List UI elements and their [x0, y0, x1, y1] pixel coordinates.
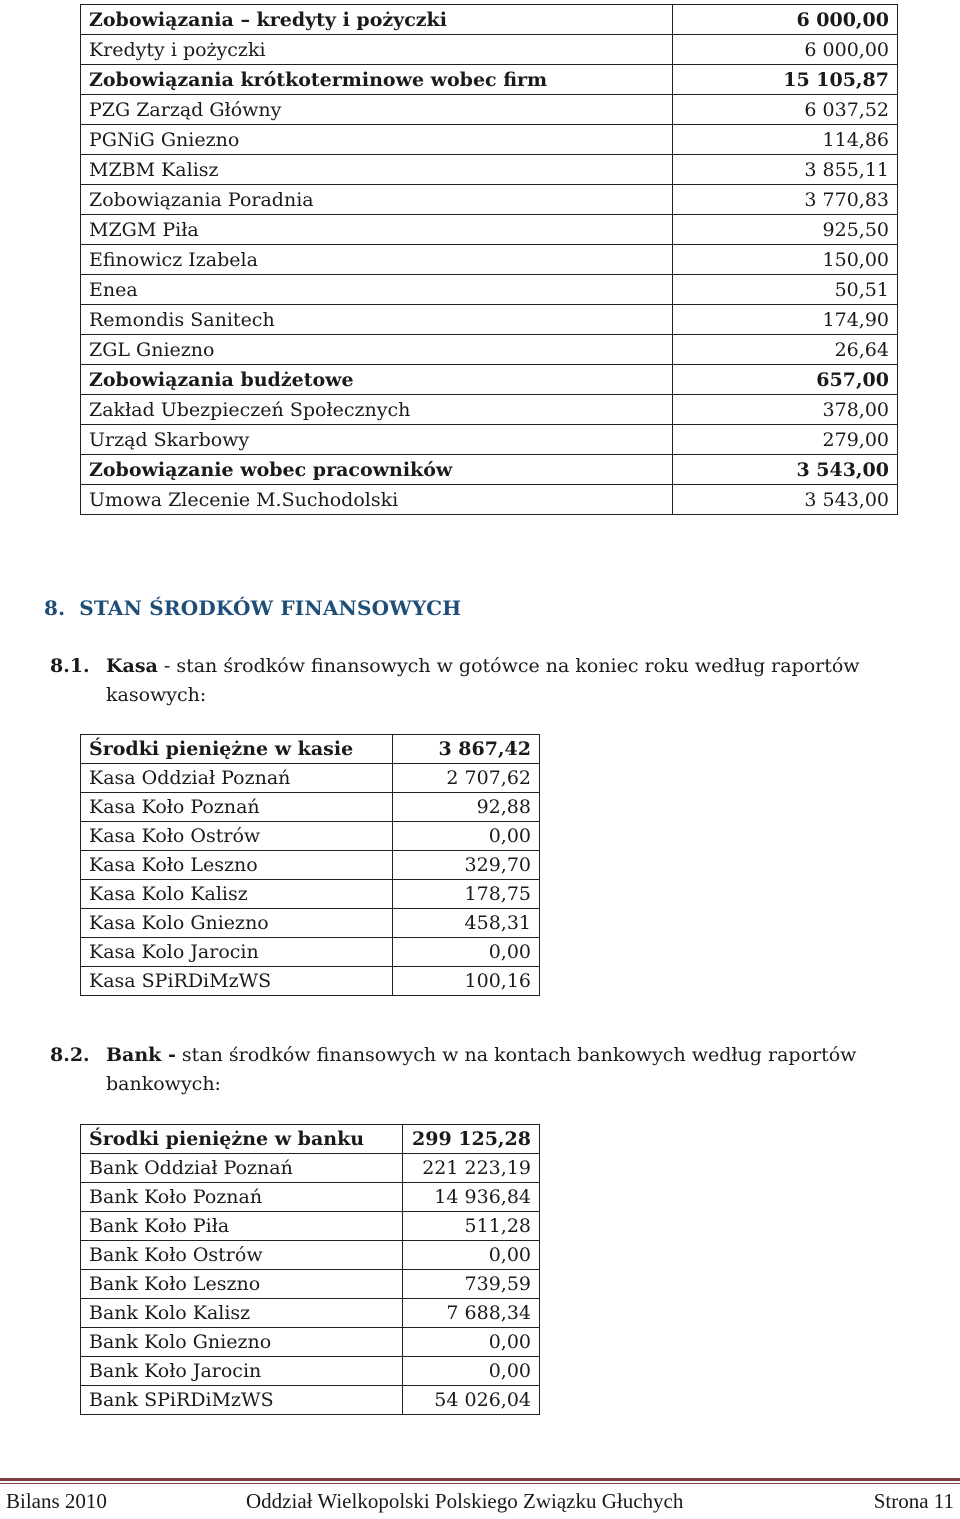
bank-row-label: Bank Koło Piła	[81, 1212, 403, 1241]
bank-row-label: Środki pieniężne w banku	[81, 1125, 403, 1154]
bank-row-value: 0,00	[403, 1357, 540, 1386]
kasa-subsection-heading	[50, 652, 910, 710]
bank-row-label: Bank Koło Leszno	[81, 1270, 403, 1299]
section-heading	[44, 596, 461, 620]
liability-row-value: 26,64	[673, 335, 898, 365]
liability-row-label: Zobowiązania budżetowe	[81, 365, 673, 395]
bank-row	[81, 1357, 540, 1386]
kasa-row-value: 92,88	[393, 793, 540, 822]
section-number: 8.	[44, 596, 66, 620]
bank-row	[81, 1328, 540, 1357]
bank-row-label: Bank Koło Jarocin	[81, 1357, 403, 1386]
liability-row-label: ZGL Gniezno	[81, 335, 673, 365]
kasa-row	[81, 793, 540, 822]
kasa-row-value: 100,16	[393, 967, 540, 996]
bank-keyword: Bank -	[106, 1044, 176, 1066]
liability-row	[81, 35, 898, 65]
footer-divider	[0, 1478, 960, 1481]
bank-row-label: Bank Kolo Kalisz	[81, 1299, 403, 1328]
kasa-keyword: Kasa	[106, 655, 158, 677]
bank-row-label: Bank Koło Poznań	[81, 1183, 403, 1212]
liability-row-label: PGNiG Gniezno	[81, 125, 673, 155]
bank-subsection-heading	[50, 1041, 910, 1099]
bank-row-label: Bank Koło Ostrów	[81, 1241, 403, 1270]
kasa-description: - stan środków finansowych w gotówce na koniec roku według raportów	[157, 655, 860, 677]
bank-row-value: 0,00	[403, 1241, 540, 1270]
liability-row	[81, 155, 898, 185]
liability-row-value: 3 770,83	[673, 185, 898, 215]
bank-row	[81, 1241, 540, 1270]
kasa-row	[81, 938, 540, 967]
kasa-row-value: 178,75	[393, 880, 540, 909]
kasa-row	[81, 764, 540, 793]
liability-row-label: MZBM Kalisz	[81, 155, 673, 185]
bank-row-label: Bank SPiRDiMzWS	[81, 1386, 403, 1415]
liability-row-value: 15 105,87	[673, 65, 898, 95]
liability-row	[81, 185, 898, 215]
kasa-row-value: 2 707,62	[393, 764, 540, 793]
section-title: STAN ŚRODKÓW FINANSOWYCH	[79, 596, 462, 620]
bank-row-value: 511,28	[403, 1212, 540, 1241]
bank-row-value: 739,59	[403, 1270, 540, 1299]
liability-row-value: 114,86	[673, 125, 898, 155]
liability-row-label: Zobowiązanie wobec pracowników	[81, 455, 673, 485]
bank-row	[81, 1125, 540, 1154]
kasa-row-label: Kasa Koło Poznań	[81, 793, 393, 822]
footer-center: Oddział Wielkopolski Polskiego Związku Głuchych	[246, 1489, 684, 1513]
liability-row-label: Zobowiązania – kredyty i pożyczki	[81, 5, 673, 35]
liability-row	[81, 305, 898, 335]
kasa-row-value: 3 867,42	[393, 735, 540, 764]
bank-number: 8.2.	[50, 1044, 90, 1066]
liability-row-value: 150,00	[673, 245, 898, 275]
kasa-number: 8.1.	[50, 655, 90, 677]
liability-row-label: Umowa Zlecenie M.Suchodolski	[81, 485, 673, 515]
bank-description: stan środków finansowych w na kontach bankowych według raportów	[175, 1044, 857, 1066]
kasa-row	[81, 851, 540, 880]
liability-row	[81, 365, 898, 395]
liability-row-label: Zakład Ubezpieczeń Społecznych	[81, 395, 673, 425]
kasa-row	[81, 967, 540, 996]
bank-row-label: Bank Kolo Gniezno	[81, 1328, 403, 1357]
liability-row	[81, 425, 898, 455]
bank-description-cont: bankowych:	[106, 1073, 221, 1095]
kasa-row-label: Kasa Kolo Kalisz	[81, 880, 393, 909]
kasa-row-value: 329,70	[393, 851, 540, 880]
bank-row-value: 54 026,04	[403, 1386, 540, 1415]
bank-row	[81, 1154, 540, 1183]
kasa-row-label: Kasa Koło Leszno	[81, 851, 393, 880]
bank-row-label: Bank Oddział Poznań	[81, 1154, 403, 1183]
liability-row-label: Urząd Skarbowy	[81, 425, 673, 455]
liability-row-label: Remondis Sanitech	[81, 305, 673, 335]
bank-row	[81, 1386, 540, 1415]
liability-row-value: 6 037,52	[673, 95, 898, 125]
kasa-table	[80, 734, 540, 996]
liability-row-label: Zobowiązania Poradnia	[81, 185, 673, 215]
kasa-row-value: 0,00	[393, 822, 540, 851]
liability-row-label: Kredyty i pożyczki	[81, 35, 673, 65]
liability-row	[81, 125, 898, 155]
kasa-row-label: Środki pieniężne w kasie	[81, 735, 393, 764]
bank-row-value: 221 223,19	[403, 1154, 540, 1183]
liability-row	[81, 65, 898, 95]
liability-row-value: 6 000,00	[673, 5, 898, 35]
bank-row-value: 0,00	[403, 1328, 540, 1357]
liability-row	[81, 95, 898, 125]
bank-row-value: 14 936,84	[403, 1183, 540, 1212]
liability-row-label: Zobowiązania krótkoterminowe wobec firm	[81, 65, 673, 95]
liability-row-value: 3 543,00	[673, 485, 898, 515]
liability-row	[81, 5, 898, 35]
liability-row-value: 925,50	[673, 215, 898, 245]
liability-row	[81, 455, 898, 485]
liability-row-label: Efinowicz Izabela	[81, 245, 673, 275]
liability-row	[81, 275, 898, 305]
footer-page-number: Strona 11	[873, 1489, 954, 1513]
liabilities-table	[80, 4, 898, 515]
kasa-row-label: Kasa Kolo Gniezno	[81, 909, 393, 938]
kasa-row-label: Kasa Kolo Jarocin	[81, 938, 393, 967]
liability-row	[81, 485, 898, 515]
kasa-row-label: Kasa Koło Ostrów	[81, 822, 393, 851]
footer-divider-thin	[0, 1483, 960, 1484]
bank-row	[81, 1270, 540, 1299]
kasa-row-value: 458,31	[393, 909, 540, 938]
kasa-description-cont: kasowych:	[106, 684, 207, 706]
liability-row-value: 3 543,00	[673, 455, 898, 485]
liability-row-value: 378,00	[673, 395, 898, 425]
liability-row-value: 174,90	[673, 305, 898, 335]
liability-row-value: 657,00	[673, 365, 898, 395]
kasa-row-value: 0,00	[393, 938, 540, 967]
liability-row	[81, 395, 898, 425]
liability-row	[81, 335, 898, 365]
kasa-row	[81, 735, 540, 764]
kasa-row-label: Kasa Oddział Poznań	[81, 764, 393, 793]
bank-row-value: 7 688,34	[403, 1299, 540, 1328]
kasa-row-label: Kasa SPiRDiMzWS	[81, 967, 393, 996]
liability-row	[81, 245, 898, 275]
bank-row	[81, 1212, 540, 1241]
bank-row	[81, 1183, 540, 1212]
bank-row	[81, 1299, 540, 1328]
liability-row-label: Enea	[81, 275, 673, 305]
kasa-row	[81, 909, 540, 938]
bank-row-value: 299 125,28	[403, 1125, 540, 1154]
liability-row-label: MZGM Piła	[81, 215, 673, 245]
liability-row-value: 50,51	[673, 275, 898, 305]
kasa-row	[81, 880, 540, 909]
liability-row-value: 279,00	[673, 425, 898, 455]
footer-left: Bilans 2010	[6, 1489, 107, 1513]
bank-table	[80, 1124, 540, 1415]
kasa-row	[81, 822, 540, 851]
liability-row-value: 6 000,00	[673, 35, 898, 65]
liability-row-value: 3 855,11	[673, 155, 898, 185]
liability-row	[81, 215, 898, 245]
liability-row-label: PZG Zarząd Główny	[81, 95, 673, 125]
